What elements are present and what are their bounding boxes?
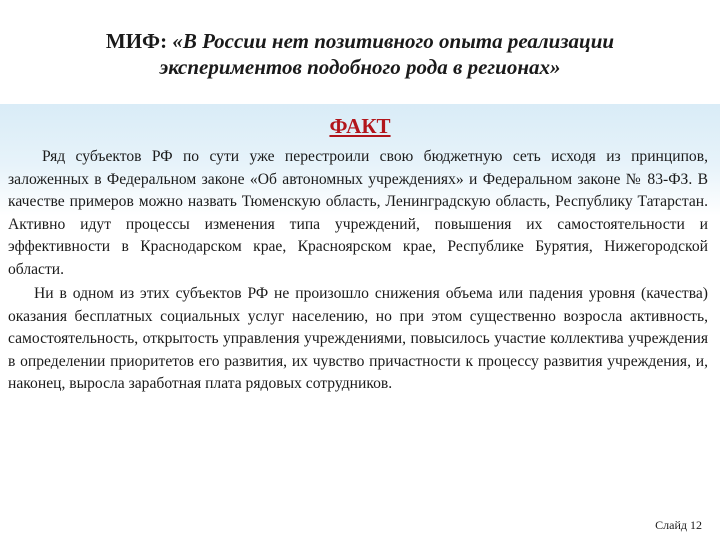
title-prefix: МИФ:: [105, 29, 168, 53]
title-text: «В России нет позитивного опыта реализации экспериментов подобного рода в регионах»: [159, 29, 615, 79]
paragraph-1: Ряд субъектов РФ по сути уже перестроили свою бюджетную сеть исходя из принципов, заложенных в Федеральном законе «Об автономных учреждениях» и Федеральном законе № 83-ФЗ. В качестве примеров можно назвать Тюменскую область, Ленинградскую область, Республику Татарстан. Активно идут процессы изменения типа учреждений, повышения их самостоятельности и эффективности в Краснодарском крае, Красноярском крае, Республике Бурятия, Нижегородской области.: [8, 148, 708, 278]
slide-title: [40, 28, 680, 80]
fact-heading: ФАКТ: [329, 114, 391, 138]
slide-number: Слайд 12: [655, 518, 702, 532]
paragraph-2: Ни в одном из этих субъектов РФ не произошло снижения объема или падения уровня (качества) оказания бесплатных социальных услуг населению, но при этом существенно возросла активность, самостоятельность, открытость управления учреждениями, повысилось участие коллектива учреждения в определении приоритетов его развития, их чувство причастности к процессу развития учреждения, и, наконец, выросла заработная плата рядовых сотрудников.: [8, 285, 708, 392]
body-text: [8, 146, 708, 396]
